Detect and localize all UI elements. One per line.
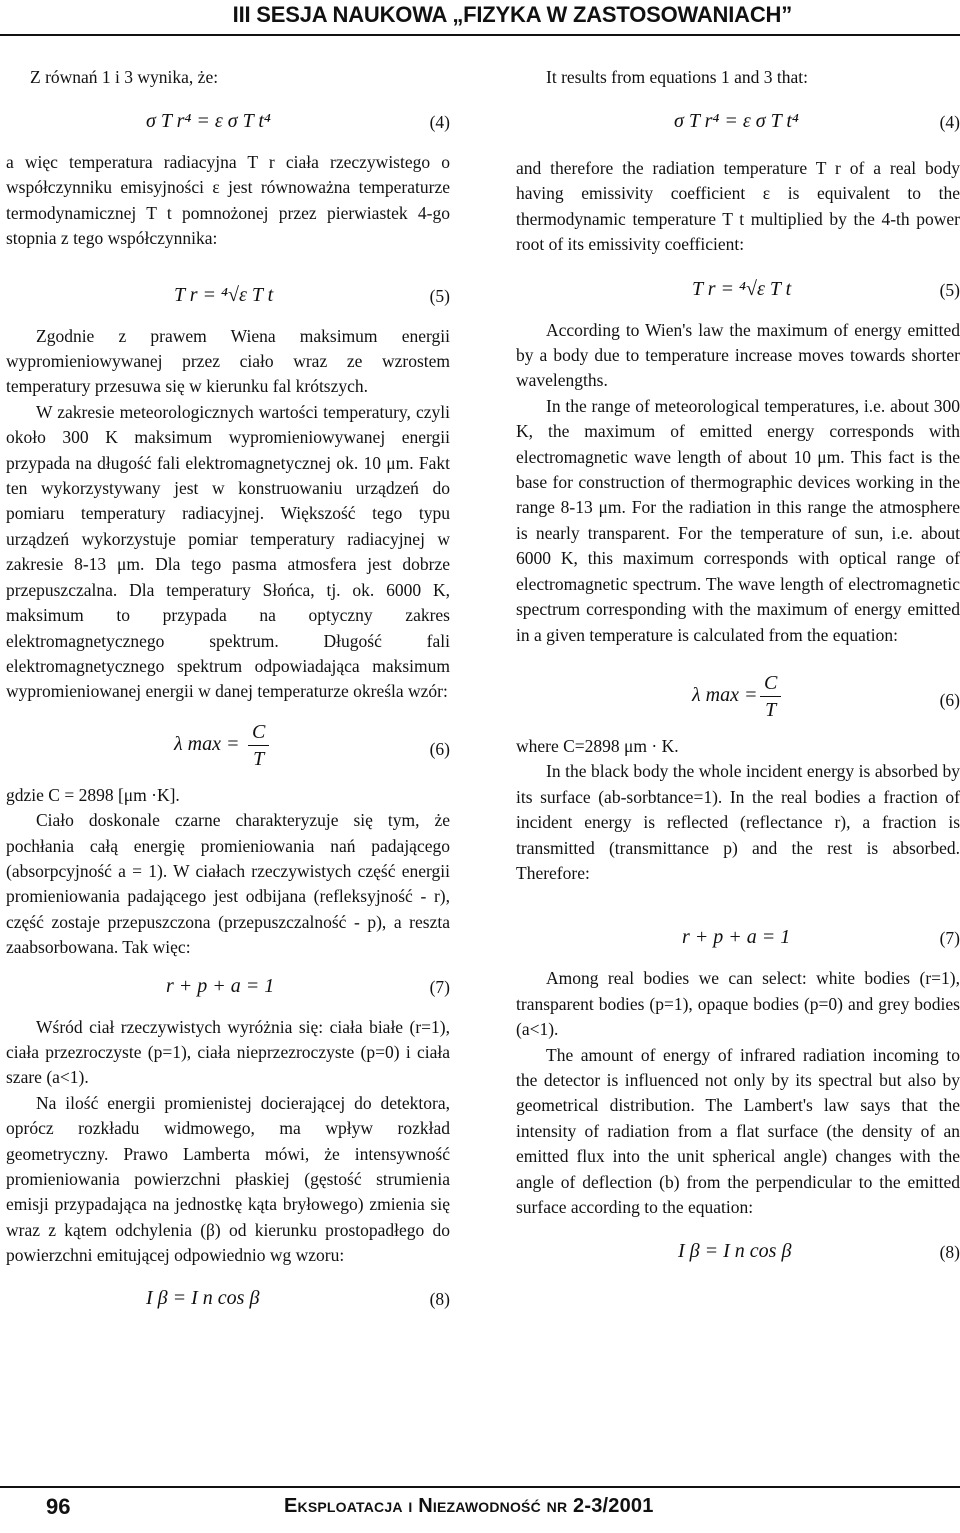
equation-number: (6)	[939, 689, 960, 710]
right-paragraph-6: Among real bodies we can select: white bodies (r=1), transparent bodies (p=1), opaque bodies (p=0) and grey bodies (a<1).	[516, 968, 960, 1040]
right-paragraph-3: In the range of meteorological temperatures, i.e. about 300 K, the maximum of emitted energy corresponds with electromagnetic wave length of about 10 μm. This fact is the base for construction of thermographic devices working in the range 8-13 μm. For the radiation in this range the atmosphere is nearly transparent. For the temperature of sun, i.e. about 6000 K, this maximum corresponds with optical range of electromagnetic spectrum. The wave length of electromagnetic spectrum corresponding with the maximum of energy emitted in a given temperature is calculated from the equation:	[516, 395, 960, 645]
equation-expr: I β = I n cos β	[146, 1286, 260, 1309]
equation-lhs: λ max =	[174, 732, 240, 755]
left-paragraph-6: Wśród ciał rzeczywistych wyróżnia się: ciała białe (r=1), ciała przezroczyste (p=1), ciała nieprzezroczyste (p=0) i ciała szare (a<1).	[6, 1016, 450, 1088]
right-equation-8	[516, 1234, 960, 1280]
fraction-denominator: T	[253, 747, 265, 770]
equation-lhs: λ max =	[692, 683, 758, 706]
equation-fraction	[760, 670, 781, 723]
header-title: III SESJA NAUKOWA „FIZYKA W ZASTOSOWANIACH”	[232, 2, 792, 27]
equation-number: (5)	[429, 285, 450, 306]
equation-number: (8)	[939, 1242, 960, 1263]
left-paragraph-2: Zgodnie z prawem Wiena maksimum energii wypromieniowywanej przez ciało wraz ze wzrostem temperatury przesuwa się w kierunku fal krótszych.	[6, 325, 450, 397]
equation-number: (4)	[429, 112, 450, 132]
right-paragraph-2: According to Wien's law the maximum of energy emitted by a body due to temperature increase moves towards shorter wavelengths.	[516, 319, 960, 391]
left-paragraph-7: Na ilość energii promienistej docierającej do detektora, oprócz rozkładu widmowego, ma wpływ rozkład geometryczny. Prawo Lamberta mówi, że intensywność promieniowania powierzchni płaskiej (gęstość strumienia emisji przypadająca na jednostkę kąta bryłowego) zmienia się wraz z kątem odchylenia (β) od kierunku prostopadłego do powierzchni emitującej odpowiednio wg wzoru:	[6, 1092, 450, 1266]
equation-expr: σ T r⁴ = ε σ T t⁴	[674, 110, 799, 132]
fraction-numerator: C	[248, 719, 269, 746]
left-equation-8	[6, 1281, 450, 1327]
equation-number: (8)	[429, 1288, 450, 1309]
right-paragraph-7: The amount of energy of infrared radiation incoming to the detector is influenced not only by its spectral but also by geometrical distribution. The Lambert's law says that the intensity of radiation from a flat surface (the density of an emitted flux into the unit spherical angle) changes with the angle of deflection (b) from the perpendicular to the emitted surface according to the equation:	[516, 1044, 960, 1217]
left-paragraph-1: a więc temperatura radiacyjna T r ciała rzeczywistego o współczynniku emisyjności ε jest równoważna temperaturze termodynamicznej T t pomnożonej przez pierwiastek 4-go stopnia z tego współczynnika:	[6, 152, 450, 249]
equation-number: (7)	[939, 928, 960, 949]
left-column	[6, 64, 450, 1327]
footer-rule	[0, 1486, 960, 1488]
equation-expr: r + p + a = 1	[166, 974, 275, 997]
page-number: 96	[46, 1494, 71, 1519]
left-equation-5	[6, 278, 450, 324]
page-footer	[0, 1486, 960, 1533]
left-paragraph-3: W zakresie meteorologicznych wartości temperatury, czyli około 300 K maksimum wypromieniowywanej energii przypada na długość fali elektromagnetycznej ok. 10 μm. Fakt ten wykorzystywany jest w konstruowaniu urządzeń do pomiaru temperatury radiacyjnej. Większość tego typu urządzeń wykorzystuje pomiar temperatury radiacyjnej w zakresie 8-13 μm. Dla tego pasma atmosfera jest dobrze przepuszczalna. Dla temperatury Słońca, tj. ok. 6000 K, maksimum to przypada na optyczny zakres elektromagnetycznego spektrum. Długość fali elektromagnetycznego spektrum odpowiadająca maksimum wypromieniowanej energii w danej temperaturze określa wzór:	[6, 401, 450, 702]
right-paragraph-5: In the black body the whole incident energy is absorbed by its surface (ab-sorbtance=1). In the real bodies a fraction of incident energy is reflected (reflectance r), a fraction is transmitted (transmittance p) and the rest is absorbed. Therefore:	[516, 761, 960, 883]
left-equation-7	[6, 969, 450, 1015]
equation-fraction	[248, 719, 269, 772]
journal-title: Eksploatacja i Niezawodność nr 2-3/2001	[284, 1495, 654, 1517]
right-equation-5	[516, 272, 960, 318]
equation-number: (6)	[429, 738, 450, 759]
right-column	[516, 64, 960, 1280]
right-intro: It results from equations 1 and 3 that:	[546, 67, 808, 87]
equation-expr: σ T r⁴ = ε σ T t⁴	[146, 110, 271, 132]
fraction-numerator: C	[760, 670, 781, 697]
right-equation-6	[516, 670, 960, 734]
equation-number: (4)	[939, 112, 960, 132]
right-equation-4	[516, 104, 960, 150]
equation-expr: T r = ⁴√ε T t	[692, 277, 792, 300]
left-paragraph-4: gdzie C = 2898 [μm ·K].	[6, 784, 180, 805]
right-paragraph-1: and therefore the radiation temperature T r of a real body having emissivity coefficient ε is equivalent to the thermodynamic temperature T t multiplied by the 4-th power root of its emissivity coefficient:	[516, 158, 960, 255]
equation-expr: r + p + a = 1	[682, 926, 791, 949]
left-paragraph-5: Ciało doskonale czarne charakteryzuje się tym, że pochłania całą energię promieniowania nań padającego (absorpcyjność a = 1). W ciałach rzeczywistych część energii promieniowania padającego jest odbijana (refleksyjność - r), część zostaje przepuszczona (przepuszczalność - p), a reszta zaabsorbowana. Tak więc:	[6, 810, 450, 958]
equation-number: (7)	[429, 976, 450, 997]
left-equation-4	[6, 104, 450, 150]
page-header	[0, 0, 960, 42]
right-paragraph-4: where C=2898 μm · K.	[516, 735, 679, 756]
equation-expr: T r = ⁴√ε T t	[174, 283, 274, 306]
equation-expr: I β = I n cos β	[678, 1240, 792, 1263]
fraction-denominator: T	[765, 698, 777, 721]
left-intro: Z równań 1 i 3 wynika, że:	[30, 67, 219, 87]
right-equation-7	[516, 920, 960, 966]
left-equation-6	[6, 719, 450, 783]
header-rule	[0, 34, 960, 36]
equation-number: (5)	[939, 279, 960, 300]
